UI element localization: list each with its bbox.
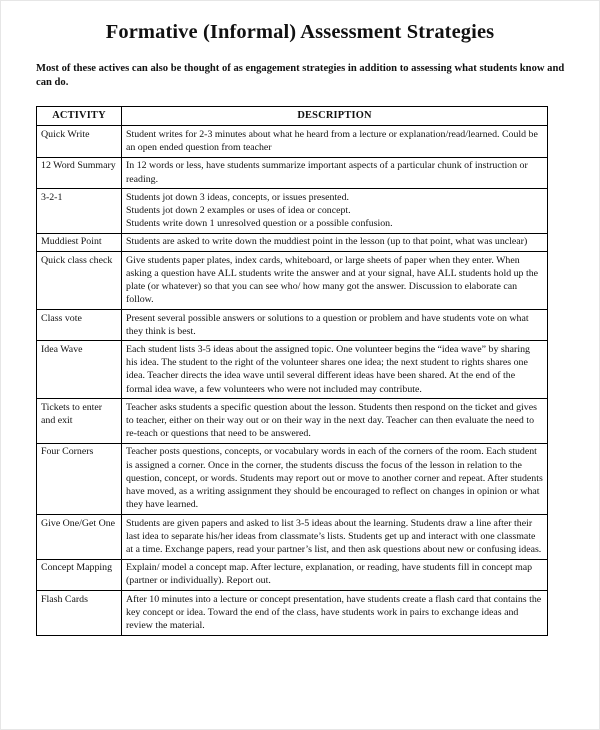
table-container <box>1 90 599 636</box>
activity-cell: Four Corners <box>37 443 122 514</box>
table-header-row <box>37 106 548 126</box>
table-body <box>37 126 548 635</box>
table-row <box>37 310 548 341</box>
activity-cell: Quick class check <box>37 252 122 310</box>
description-cell <box>122 310 548 341</box>
activity-cell: 3-2-1 <box>37 189 122 234</box>
table-row <box>37 189 548 234</box>
table-row <box>37 252 548 310</box>
table-row <box>37 591 548 636</box>
description-line: In 12 words or less, have students summarize important aspects of a particular chunk of instruction or reading. <box>126 160 528 185</box>
description-line: Teacher posts questions, concepts, or vocabulary words in each of the corners of the room. Each student is assigned a corner. Once in the corner, the students discuss the focus of the lesson in relation to the question, concept, or words. Students may report out or move to another corner and repeat. After students have moved, as a writing assignment they should be encouraged to reflect on changes in opinion or what they have learned. <box>126 446 543 511</box>
activity-cell: Tickets to enter and exit <box>37 399 122 444</box>
description-cell <box>122 252 548 310</box>
column-header-activity: ACTIVITY <box>37 106 122 126</box>
description-line: Students jot down 3 ideas, concepts, or issues presented. <box>126 191 349 203</box>
activity-cell: 12 Word Summary <box>37 157 122 188</box>
table-row <box>37 233 548 251</box>
description-cell <box>122 157 548 188</box>
assessment-strategies-table <box>36 106 548 636</box>
page-title: Formative (Informal) Assessment Strategies <box>105 21 495 43</box>
table-row <box>37 443 548 514</box>
description-line: Present several possible answers or solutions to a question or problem and have students vote on what they think is best. <box>126 312 529 337</box>
table-row <box>37 341 548 399</box>
table-row <box>37 515 548 560</box>
description-cell <box>122 126 548 157</box>
description-cell <box>122 233 548 251</box>
description-cell <box>122 399 548 444</box>
table-row <box>37 126 548 157</box>
table-row <box>37 157 548 188</box>
activity-cell: Idea Wave <box>37 341 122 399</box>
description-line: Each student lists 3-5 ideas about the assigned topic. One volunteer begins the “idea wave” by sharing his idea. The student to the right of the volunteer shares one idea; the next student to rights shares one idea. Teacher directs the idea wave until several different ideas have been shared. At the end of the formal idea wave, a few volunteers who were not included may contribute. <box>126 343 530 395</box>
description-cell <box>122 559 548 590</box>
description-line: Students jot down 2 examples or uses of idea or concept. <box>126 204 351 216</box>
activity-cell: Concept Mapping <box>37 559 122 590</box>
activity-cell: Quick Write <box>37 126 122 157</box>
activity-cell: Give One/Get One <box>37 515 122 560</box>
activity-cell: Muddiest Point <box>37 233 122 251</box>
description-cell <box>122 341 548 399</box>
description-line: Students are given papers and asked to list 3-5 ideas about the learning. Students draw a line after their last idea to separate his/her ideas from classmate’s lists. Students get up and interact with one classmate at a time. Exchange papers, read your partner’s list, and then ask questions about new or confusing ideas. <box>126 517 542 556</box>
description-cell <box>122 443 548 514</box>
activity-cell: Class vote <box>37 310 122 341</box>
description-cell <box>122 591 548 636</box>
column-header-description: DESCRIPTION <box>122 106 548 126</box>
table-row <box>37 559 548 590</box>
activity-cell: Flash Cards <box>37 591 122 636</box>
table-row <box>37 399 548 444</box>
description-line: Give students paper plates, index cards, whiteboard, or large sheets of paper when they enter. When asking a question have ALL students write the answer and at your signal, have ALL students hold up the plate (or whatever) so that you can see who/ how many got the answer. Discussion to elaborate can follow. <box>126 254 539 306</box>
intro-paragraph: Most of these actives can also be thought of as engagement strategies in addition to assessing what students know and can do. <box>36 62 565 88</box>
description-line: Students write down 1 unresolved question or a possible confusion. <box>126 218 393 230</box>
description-line: Students are asked to write down the muddiest point in the lesson (up to that point, what was unclear) <box>126 236 528 248</box>
description-line: After 10 minutes into a lecture or concept presentation, have students create a flash card that contains the key concept or idea. Toward the end of the class, have students work in pairs to exchange ideas and review the material. <box>126 593 542 632</box>
description-cell <box>122 515 548 560</box>
description-cell <box>122 189 548 234</box>
table-header <box>37 106 548 126</box>
description-line: Student writes for 2-3 minutes about what he heard from a lecture or explanation/read/learned. Could be an open ended question from teacher <box>126 128 538 154</box>
description-line: Explain/ model a concept map. After lecture, explanation, or reading, have students fill in concept map (partner or individually). Report out. <box>126 562 533 587</box>
description-line: Teacher asks students a specific question about the lesson. Students then respond on the ticket and gives to teacher, either on their way out or on their way in the next day. Teacher can then evaluate the need to re-teach or questions that need to be answered. <box>126 401 537 440</box>
